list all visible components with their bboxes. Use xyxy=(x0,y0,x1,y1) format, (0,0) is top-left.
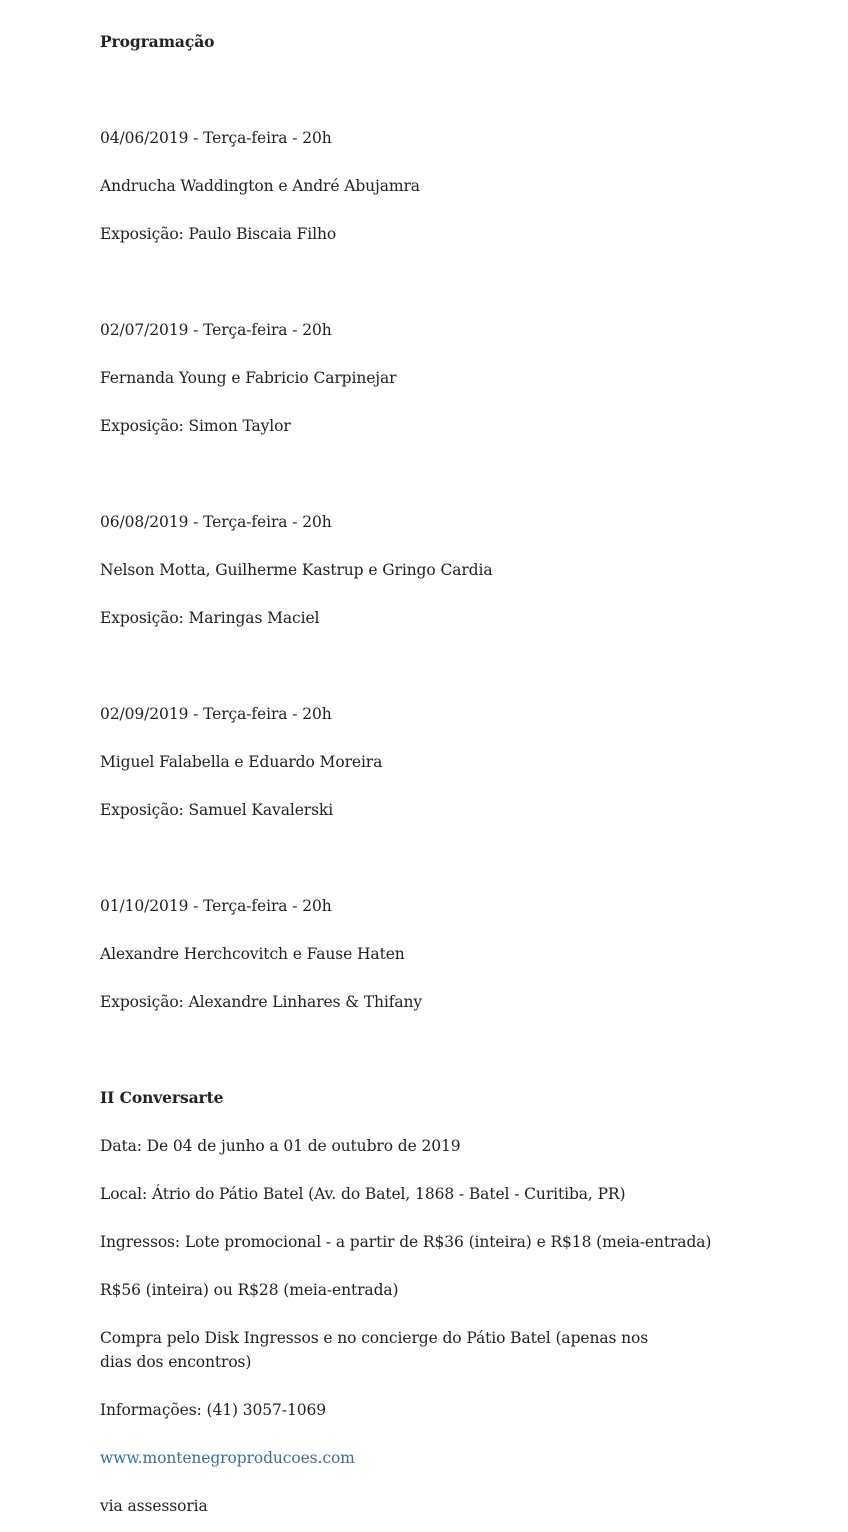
event-1-exhibition: Exposição: Paulo Biscaia Filho xyxy=(100,225,337,243)
event-4-exhibition: Exposição: Samuel Kavalerski xyxy=(100,801,334,819)
event-3-date: 06/08/2019 - Terça-feira - 20h xyxy=(100,513,332,531)
info-title: II Conversarte xyxy=(100,1088,224,1107)
event-4-guests: Miguel Falabella e Eduardo Moreira xyxy=(100,753,383,771)
info-phone: Informações: (41) 3057-1069 xyxy=(100,1401,326,1419)
event-4-date: 02/09/2019 - Terça-feira - 20h xyxy=(100,705,332,723)
event-3-guests: Nelson Motta, Guilherme Kastrup e Gringo Cardia xyxy=(100,561,493,579)
info-tickets-regular: R$56 (inteira) ou R$28 (meia-entrada) xyxy=(100,1281,399,1299)
schedule-heading: Programação xyxy=(100,32,215,51)
info-purchase: Compra pelo Disk Ingressos e no concierge do Pátio Batel (apenas nos dias dos encontros) xyxy=(100,1329,649,1371)
event-5-guests: Alexandre Herchcovitch e Fause Haten xyxy=(100,945,405,963)
event-1-guests: Andrucha Waddington e André Abujamra xyxy=(100,177,420,195)
event-2-date: 02/07/2019 - Terça-feira - 20h xyxy=(100,321,332,339)
event-3-exhibition: Exposição: Maringas Maciel xyxy=(100,609,320,627)
website-link[interactable]: www.montenegroproducoes.com xyxy=(100,1449,355,1467)
event-5-exhibition: Exposição: Alexandre Linhares & Thifany xyxy=(100,993,423,1011)
event-2-guests: Fernanda Young e Fabricio Carpinejar xyxy=(100,369,397,387)
info-tickets-promo: Ingressos: Lote promocional - a partir de R$36 (inteira) e R$18 (meia-entrada) xyxy=(100,1233,712,1251)
info-location: Local: Átrio do Pátio Batel (Av. do Batel, 1868 - Batel - Curitiba, PR) xyxy=(100,1185,626,1203)
credit-text: via assessoria xyxy=(100,1497,208,1515)
event-5-date: 01/10/2019 - Terça-feira - 20h xyxy=(100,897,332,915)
event-2-exhibition: Exposição: Simon Taylor xyxy=(100,417,291,435)
info-date: Data: De 04 de junho a 01 de outubro de 2019 xyxy=(100,1137,461,1155)
event-1-date: 04/06/2019 - Terça-feira - 20h xyxy=(100,129,332,147)
